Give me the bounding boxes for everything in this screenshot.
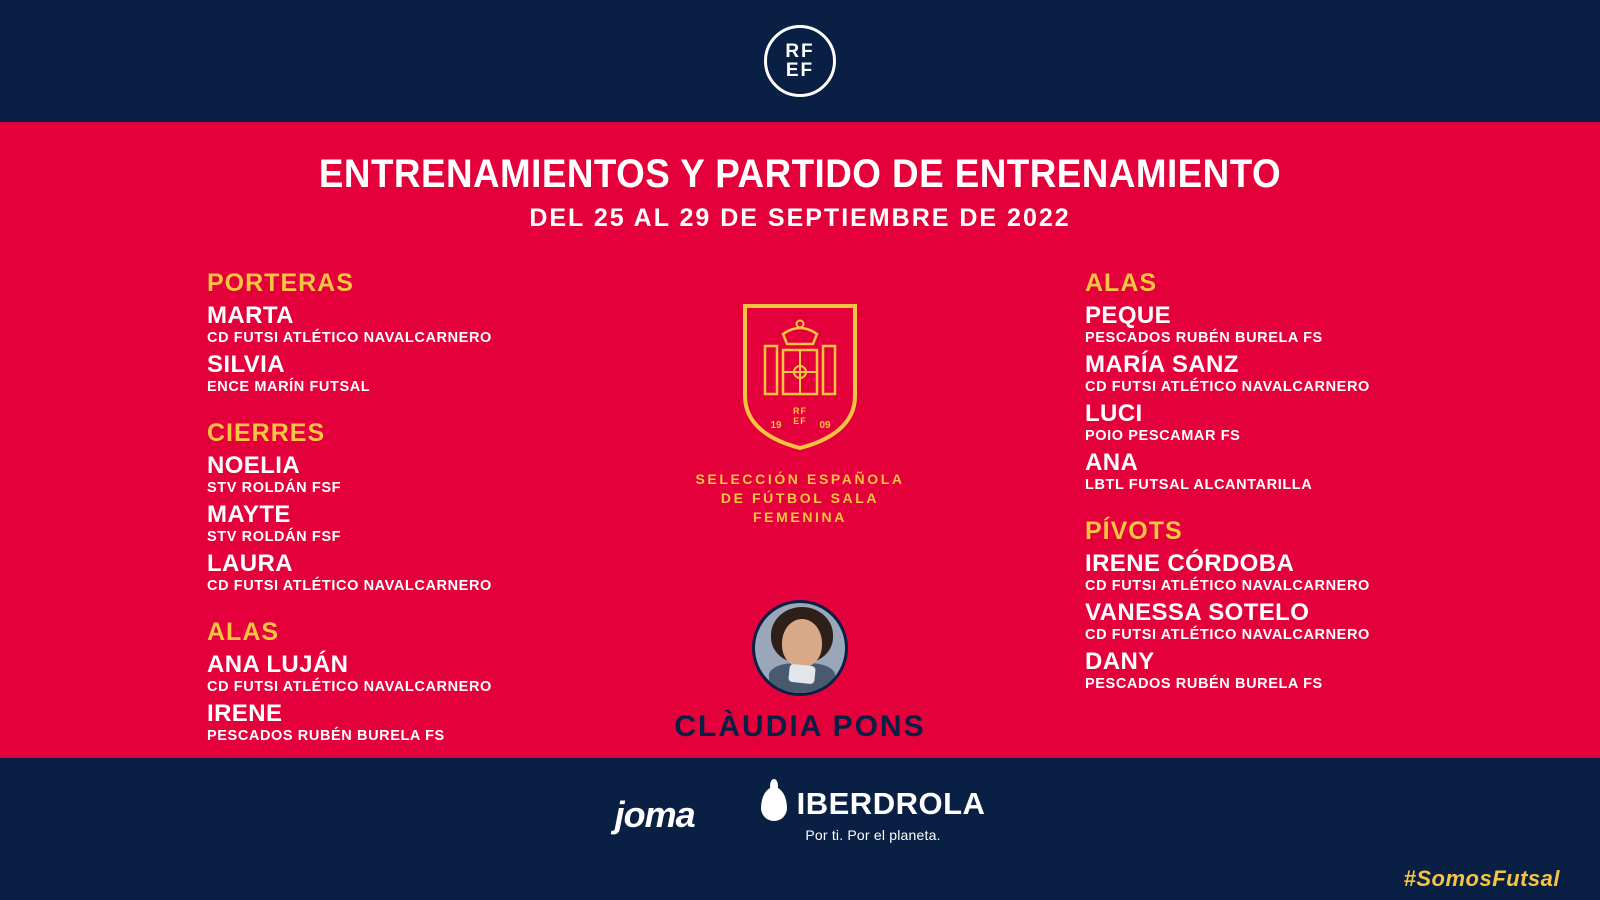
player-club: CD FUTSI ATLÉTICO NAVALCARNERO: [207, 578, 492, 594]
crest-caption-line3: FEMENINA: [753, 509, 847, 525]
group-title: PÍVOTS: [1085, 517, 1183, 545]
list-item: [207, 351, 627, 396]
group-title: PORTERAS: [207, 269, 354, 297]
avatar-face: [782, 619, 822, 667]
list-item: [1085, 648, 1515, 693]
crest-caption-line2: DE FÚTBOL SALA: [720, 490, 880, 506]
roster-group: [1085, 516, 1515, 693]
title-block: [0, 150, 1600, 233]
footer-bar: [0, 758, 1600, 900]
player-name: PEQUE: [1085, 302, 1172, 329]
list-item: [1085, 599, 1515, 644]
spain-crest-icon: [739, 300, 861, 452]
sponsor-row: [0, 786, 1600, 843]
header-bar: [0, 0, 1600, 122]
page-subtitle: DEL 25 AL 29 DE SEPTIEMBRE DE 2022: [529, 204, 1071, 232]
coach-block: [620, 600, 980, 744]
player-name: ANA LUJÁN: [207, 651, 349, 678]
player-name: MARÍA SANZ: [1085, 351, 1239, 378]
player-name: SILVIA: [207, 351, 285, 378]
rfef-logo-line1: RF: [785, 41, 815, 62]
svg-text:RF: RF: [793, 406, 807, 416]
player-name: IRENE: [207, 700, 283, 727]
crest-caption-line1: SELECCIÓN ESPAÑOLA: [695, 471, 905, 487]
player-name: ANA: [1085, 449, 1139, 476]
joma-logo: joma: [614, 793, 695, 835]
iberdrola-wordmark: IBERDROLA: [796, 786, 986, 821]
rfef-logo: [764, 25, 836, 97]
player-club: POIO PESCAMAR FS: [1085, 428, 1241, 444]
crest-caption: [620, 470, 980, 527]
coach-name: CLÀUDIA PONS: [674, 710, 926, 743]
rfef-logo-line2: EF: [785, 60, 815, 81]
player-name: NOELIA: [207, 452, 301, 479]
player-club: CD FUTSI ATLÉTICO NAVALCARNERO: [207, 330, 492, 346]
iberdrola-logo: [761, 786, 986, 843]
roster-group: [207, 418, 627, 595]
list-item: [1085, 302, 1515, 347]
svg-text:19: 19: [770, 420, 782, 431]
list-item: [207, 700, 627, 745]
player-club: CD FUTSI ATLÉTICO NAVALCARNERO: [207, 679, 492, 695]
player-club: PESCADOS RUBÉN BURELA FS: [1085, 676, 1323, 692]
svg-text:09: 09: [819, 420, 831, 431]
player-club: PESCADOS RUBÉN BURELA FS: [207, 728, 445, 744]
player-name: DANY: [1085, 648, 1155, 675]
player-club: CD FUTSI ATLÉTICO NAVALCARNERO: [1085, 578, 1370, 594]
player-name: MARTA: [207, 302, 294, 329]
player-club: STV ROLDÁN FSF: [207, 529, 342, 545]
hashtag: #SomosFutsal: [1403, 866, 1560, 891]
list-item: [207, 452, 627, 497]
group-title: ALAS: [1085, 269, 1158, 297]
player-name: MAYTE: [207, 501, 291, 528]
roster-group: [1085, 268, 1515, 494]
list-item: [207, 501, 627, 546]
avatar: [752, 600, 848, 696]
player-club: ENCE MARÍN FUTSAL: [207, 379, 371, 395]
right-roster-column: [1085, 268, 1515, 715]
group-title: ALAS: [207, 618, 280, 646]
player-club: STV ROLDÁN FSF: [207, 480, 342, 496]
list-item: [1085, 550, 1515, 595]
player-club: CD FUTSI ATLÉTICO NAVALCARNERO: [1085, 627, 1370, 643]
list-item: [1085, 400, 1515, 445]
player-name: LAURA: [207, 550, 293, 577]
water-drop-icon: [761, 787, 787, 821]
list-item: [1085, 351, 1515, 396]
roster-group: [207, 268, 627, 396]
player-name: VANESSA SOTELO: [1085, 599, 1310, 626]
player-club: CD FUTSI ATLÉTICO NAVALCARNERO: [1085, 379, 1370, 395]
list-item: [207, 651, 627, 696]
list-item: [1085, 449, 1515, 494]
group-title: CIERRES: [207, 419, 326, 447]
iberdrola-tagline: Por ti. Por el planeta.: [805, 827, 941, 843]
list-item: [207, 550, 627, 595]
player-name: LUCI: [1085, 400, 1143, 427]
player-club: PESCADOS RUBÉN BURELA FS: [1085, 330, 1323, 346]
center-crest-block: [620, 300, 980, 527]
player-club: LBTL FUTSAL ALCANTARILLA: [1085, 477, 1313, 493]
svg-text:EF: EF: [793, 416, 807, 426]
page-title: ENTRENAMIENTOS Y PARTIDO DE ENTRENAMIENTO: [318, 152, 1282, 196]
left-roster-column: [207, 268, 627, 767]
roster-group: [207, 617, 627, 745]
list-item: [207, 302, 627, 347]
player-name: IRENE CÓRDOBA: [1085, 550, 1295, 577]
avatar-collar: [788, 664, 816, 685]
